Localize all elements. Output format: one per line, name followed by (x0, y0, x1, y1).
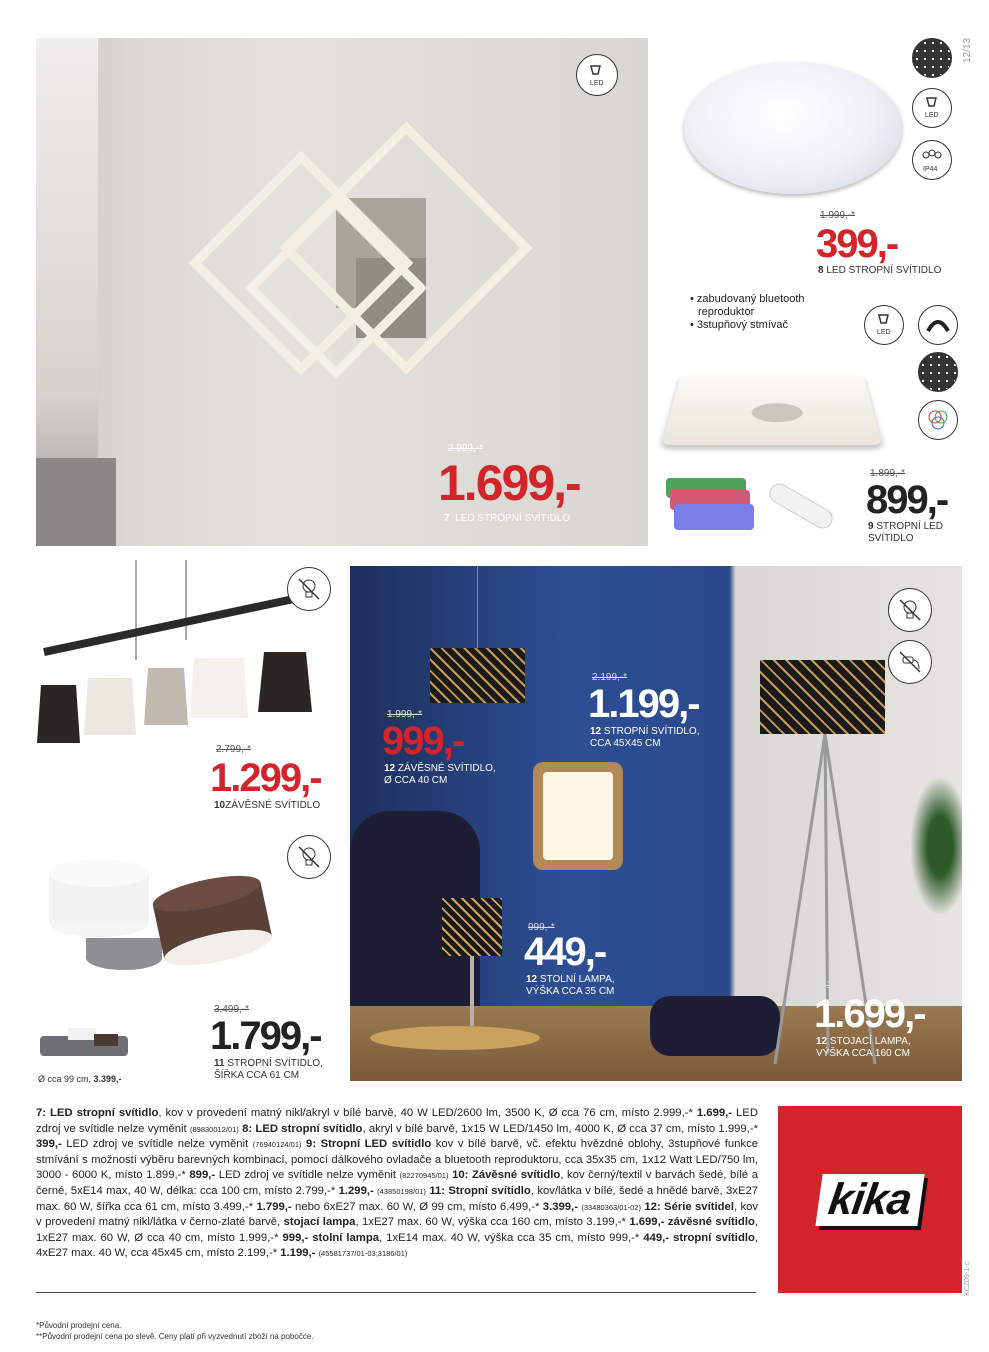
sofa (36, 458, 116, 546)
svg-text:LED: LED (590, 80, 604, 87)
p12d-old-price: 3.199,-* (818, 980, 854, 991)
foot-switch-icon (888, 640, 932, 684)
p11-large-variant-price: Ø cca 99 cm, 3.399,- (38, 1074, 122, 1084)
floor-lamp (760, 660, 885, 734)
product-11-image (44, 858, 284, 1008)
ip44-icon (912, 140, 952, 180)
lamp-7-illustration (156, 108, 616, 468)
p7-price: 1.699,- (438, 455, 580, 511)
pendant-lamp (430, 648, 525, 703)
p9-features: • zabudovaný bluetooth reproduktor • 3stupňový stmívač (690, 293, 805, 331)
led-icon (576, 54, 618, 96)
p12a-price: 999,- (382, 719, 464, 763)
p12c-old-price: 999,-* (528, 922, 555, 933)
divider (36, 1292, 756, 1293)
footnote-1: *Původní prodejní cena. (36, 1321, 122, 1330)
star-pattern-icon (912, 38, 952, 78)
side-code: KCZ09-1-c (964, 1262, 971, 1296)
p10-price: 1.299,- (210, 756, 321, 800)
p8-old-price: 1.999,-* (820, 210, 856, 221)
p12b-price: 1.199,- (588, 682, 699, 726)
remote-control (766, 480, 837, 532)
p10-caption: 10ZÁVĚSNÉ SVÍTIDLO (214, 800, 321, 811)
kika-logo (778, 1106, 962, 1293)
p12c-price: 449,- (524, 930, 606, 974)
p12d-price: 1.699,- (814, 992, 925, 1036)
svg-text:LED: LED (925, 112, 939, 119)
product-7-image (36, 38, 648, 546)
kika-logo-text: kika (825, 1174, 915, 1224)
p12b-old-price: 2.199,-* (592, 672, 628, 683)
page-number: 12/13 (962, 38, 973, 64)
p12a-caption: 12 ZÁVĚSNÉ SVÍTIDLO, Ø CCA 40 CM (384, 763, 496, 786)
product-9-image (661, 376, 882, 446)
p12a-old-price: 1.999,-* (387, 709, 423, 720)
svg-text:IP44: IP44 (923, 166, 938, 173)
p11-price: 1.799,- (210, 1014, 321, 1058)
bulb-not-included-icon (888, 588, 932, 632)
p8-caption: 8 LED STROPNÍ SVÍTIDLO (818, 265, 942, 276)
product-11-large-variant-image (38, 1024, 130, 1064)
star-pattern-icon (918, 352, 958, 392)
bulb-not-included-icon (287, 567, 331, 611)
p12d-caption: 12 STOJACÍ LAMPA, VÝŠKA CCA 160 CM (816, 1036, 911, 1059)
p9-old-price: 1.899,-* (870, 468, 906, 479)
svg-text:LED: LED (877, 329, 891, 336)
dimmer-icon (918, 305, 958, 345)
rgb-color-icon (918, 400, 958, 440)
p9-caption: 9 STROPNÍ LED SVÍTIDLO (868, 521, 944, 544)
led-icon (864, 305, 904, 345)
p8-price: 399,- (816, 222, 898, 266)
p11-old-price: 3.499,-* (214, 1004, 250, 1015)
p11-caption: 11 STROPNÍ SVÍTIDLO, ŠÍŘKA CCA 61 CM (214, 1058, 323, 1081)
wall-lamp (533, 762, 623, 870)
p7-caption: 7 LED STROPNÍ SVÍTIDLO (444, 513, 571, 524)
side-table (370, 1026, 540, 1050)
plant (910, 776, 962, 916)
footnote-2: **Původní prodejní cena po slevě. Ceny platí při vyzvednutí zboží na pobočce. (36, 1332, 314, 1341)
p12b-caption: 12 STROPNÍ SVÍTIDLO, CCA 45X45 CM (590, 726, 700, 749)
product-8-image (684, 62, 902, 194)
p7-old-price: 2.999,-* (448, 443, 484, 454)
p12c-caption: 12 STOLNÍ LAMPA, VÝŠKA CCA 35 CM (526, 974, 615, 997)
led-icon (912, 88, 952, 128)
bulb-not-included-icon (287, 835, 331, 879)
p9-price: 899,- (866, 478, 948, 522)
table-lamp (442, 898, 502, 956)
product-12-scene (350, 566, 962, 1081)
product-description: 7: LED stropní svítidlo, kov v provedení matný nikl/akryl v bílé barvě, 40 W LED/2600 lm, 3500 K, Ø cca 76 cm, místo 2.999,-* 1.699,- LED zdroj ve svítidle nelze vyměnit (89830012/01) 8: LED stropní svítidlo, akryl v bílé barvě, 1x15 W LED/1450 lm, 4000 K, Ø cca 37 cm, místo 1.999,-* 399,- LED zdroj ve svítidle nelze vyměnit (76940124/01) 9: Stropní LED svítidlo kov v bílé barvě, vč. efektu hvězdné oblohy, 3stupňové funkce stmívání s možností výběru barevných kombinací, pomocí dálkového ovladače a bluetooth reproduktoru, cca 35x35 cm, 1x12 Watt LED/750 lm, 3000 - 6000 K, místo 1.899,-* 899,- LED zdroj ve svítidle nelze vyměnit (82270945/01) 10: Závěsné svítidlo, kov černý/textil v barvách šedé, bílé a černé, 5xE14 max, 40 W, délka: cca 100 cm, místo 2.799,-* 1.299,- (43850198/01) 11: Stropní svítidlo, kov/látka v bílé, šedé a hnědé barvě, 3xE27 max. 60 W, šířka cca 61 cm, místo 3.499,-* 1.799,- nebo 6xE27 max. 60 W, Ø 99 cm, místo 6.499,-* 3.399,- (33480363/01-02) 12: Série svítidel, kov v provedení matný nikl/látka v černo-zlaté barvě, stojací lampa, 1xE27 max. 60 W, výška cca 160 cm, místo 3.199,-* 1.699,- závěsné svítidlo, 1xE27 max. 60 W, Ø cca 40 cm, místo 1.999,-* 999,- stolní lampa, 1xE14 max. 40 W, výška cca 35 cm, místo 999,-* 449,- stropní svítidlo, 4xE27 max. 40 W, cca 45x45 cm, místo 2.199,-* 1.199,- (45581737/01-03;3186/01) (36, 1107, 759, 1260)
product-9-color-variants (666, 478, 756, 538)
p10-old-price: 2.799,-* (216, 744, 252, 755)
ottoman (650, 996, 780, 1056)
